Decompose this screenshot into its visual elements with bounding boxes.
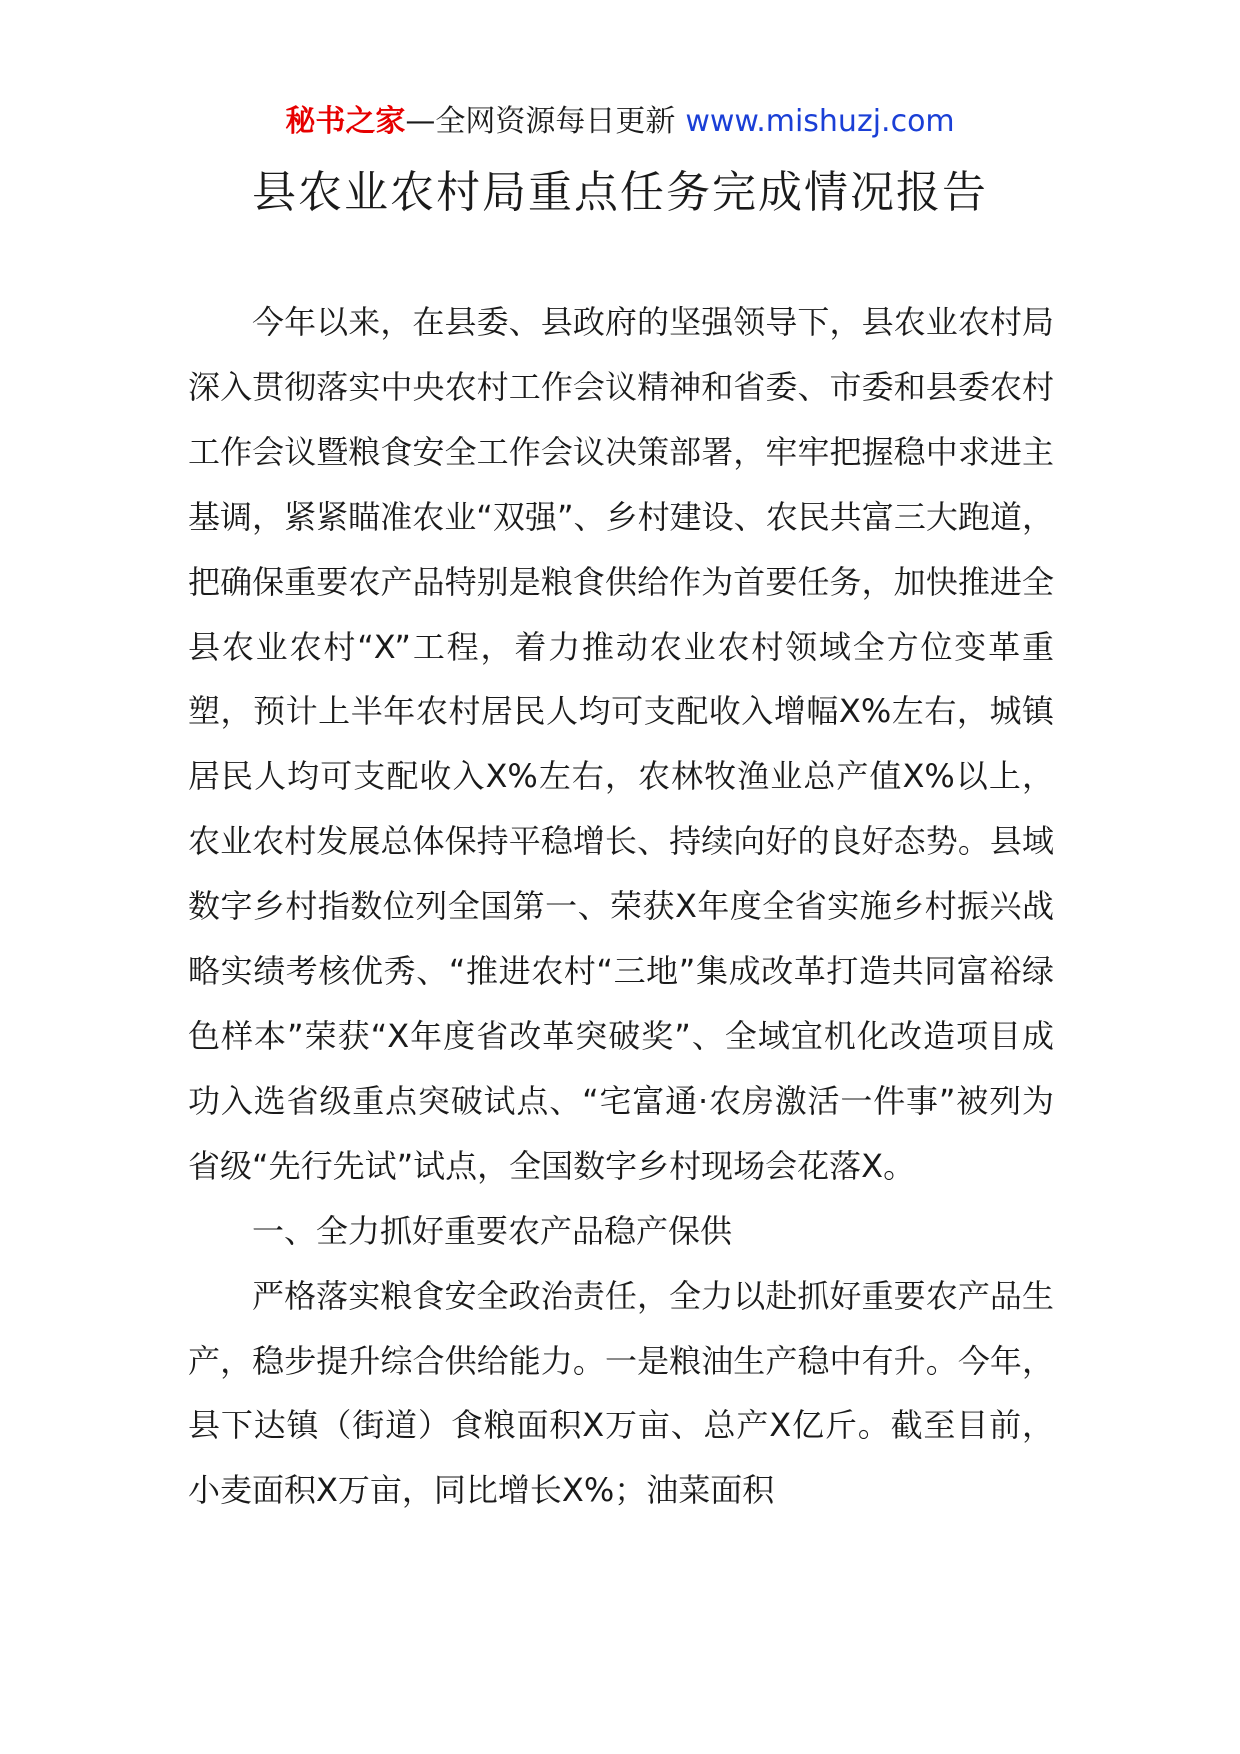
document-body [188, 290, 1054, 1523]
header-slogan: —全网资源每日更新 [405, 104, 676, 139]
intro-paragraph: 今年以来，在县委、县政府的坚强领导下，县农业农村局深入贯彻落实中央农村工作会议精神和省委、市委和县委农村工作会议暨粮食安全工作会议决策部署，牢牢把握稳中求进主基调，紧紧瞄准农业“双强”、乡村建设、农民共富三大跑道，把确保重要农产品特别是粮食供给作为首要任务，加快推进全县农业农村“X”工程，着力推动农业农村领域全方位变革重塑，预计上半年农村居民人均可支配收入增幅X%左右，城镇居民人均可支配收入X%左右，农林牧渔业总产值X%以上，农业农村发展总体保持平稳增长、持续向好的良好态势。县域数字乡村指数位列全国第一、荣获X年度全省实施乡村振兴战略实绩考核优秀、“推进农村“三地”集成改革打造共同富裕绿色样本”荣获“X年度省改革突破奖”、全域宜机化改造项目成功入选省级重点突破试点、“宅富通·农房激活一件事”被列为省级“先行先试”试点，全国数字乡村现场会花落X。 [188, 303, 1054, 1185]
brand-name: 秘书之家 [285, 104, 406, 139]
site-url-link[interactable]: www.mishuzj.com [685, 104, 955, 139]
section-paragraph: 严格落实粮食安全政治责任，全力以赴抓好重要农产品生产，稳步提升综合供给能力。一是粮油生产稳中有升。今年，县下达镇（街道）食粮面积X万亩、总产X亿斤。截至目前，小麦面积X万亩，同比增长X%；油菜面积 [188, 1276, 1054, 1510]
document-title: 县农业农村局重点任务完成情况报告 [252, 167, 988, 218]
section-heading: 一、全力抓好重要农产品稳产保供 [252, 1211, 733, 1250]
site-header [0, 100, 1240, 144]
